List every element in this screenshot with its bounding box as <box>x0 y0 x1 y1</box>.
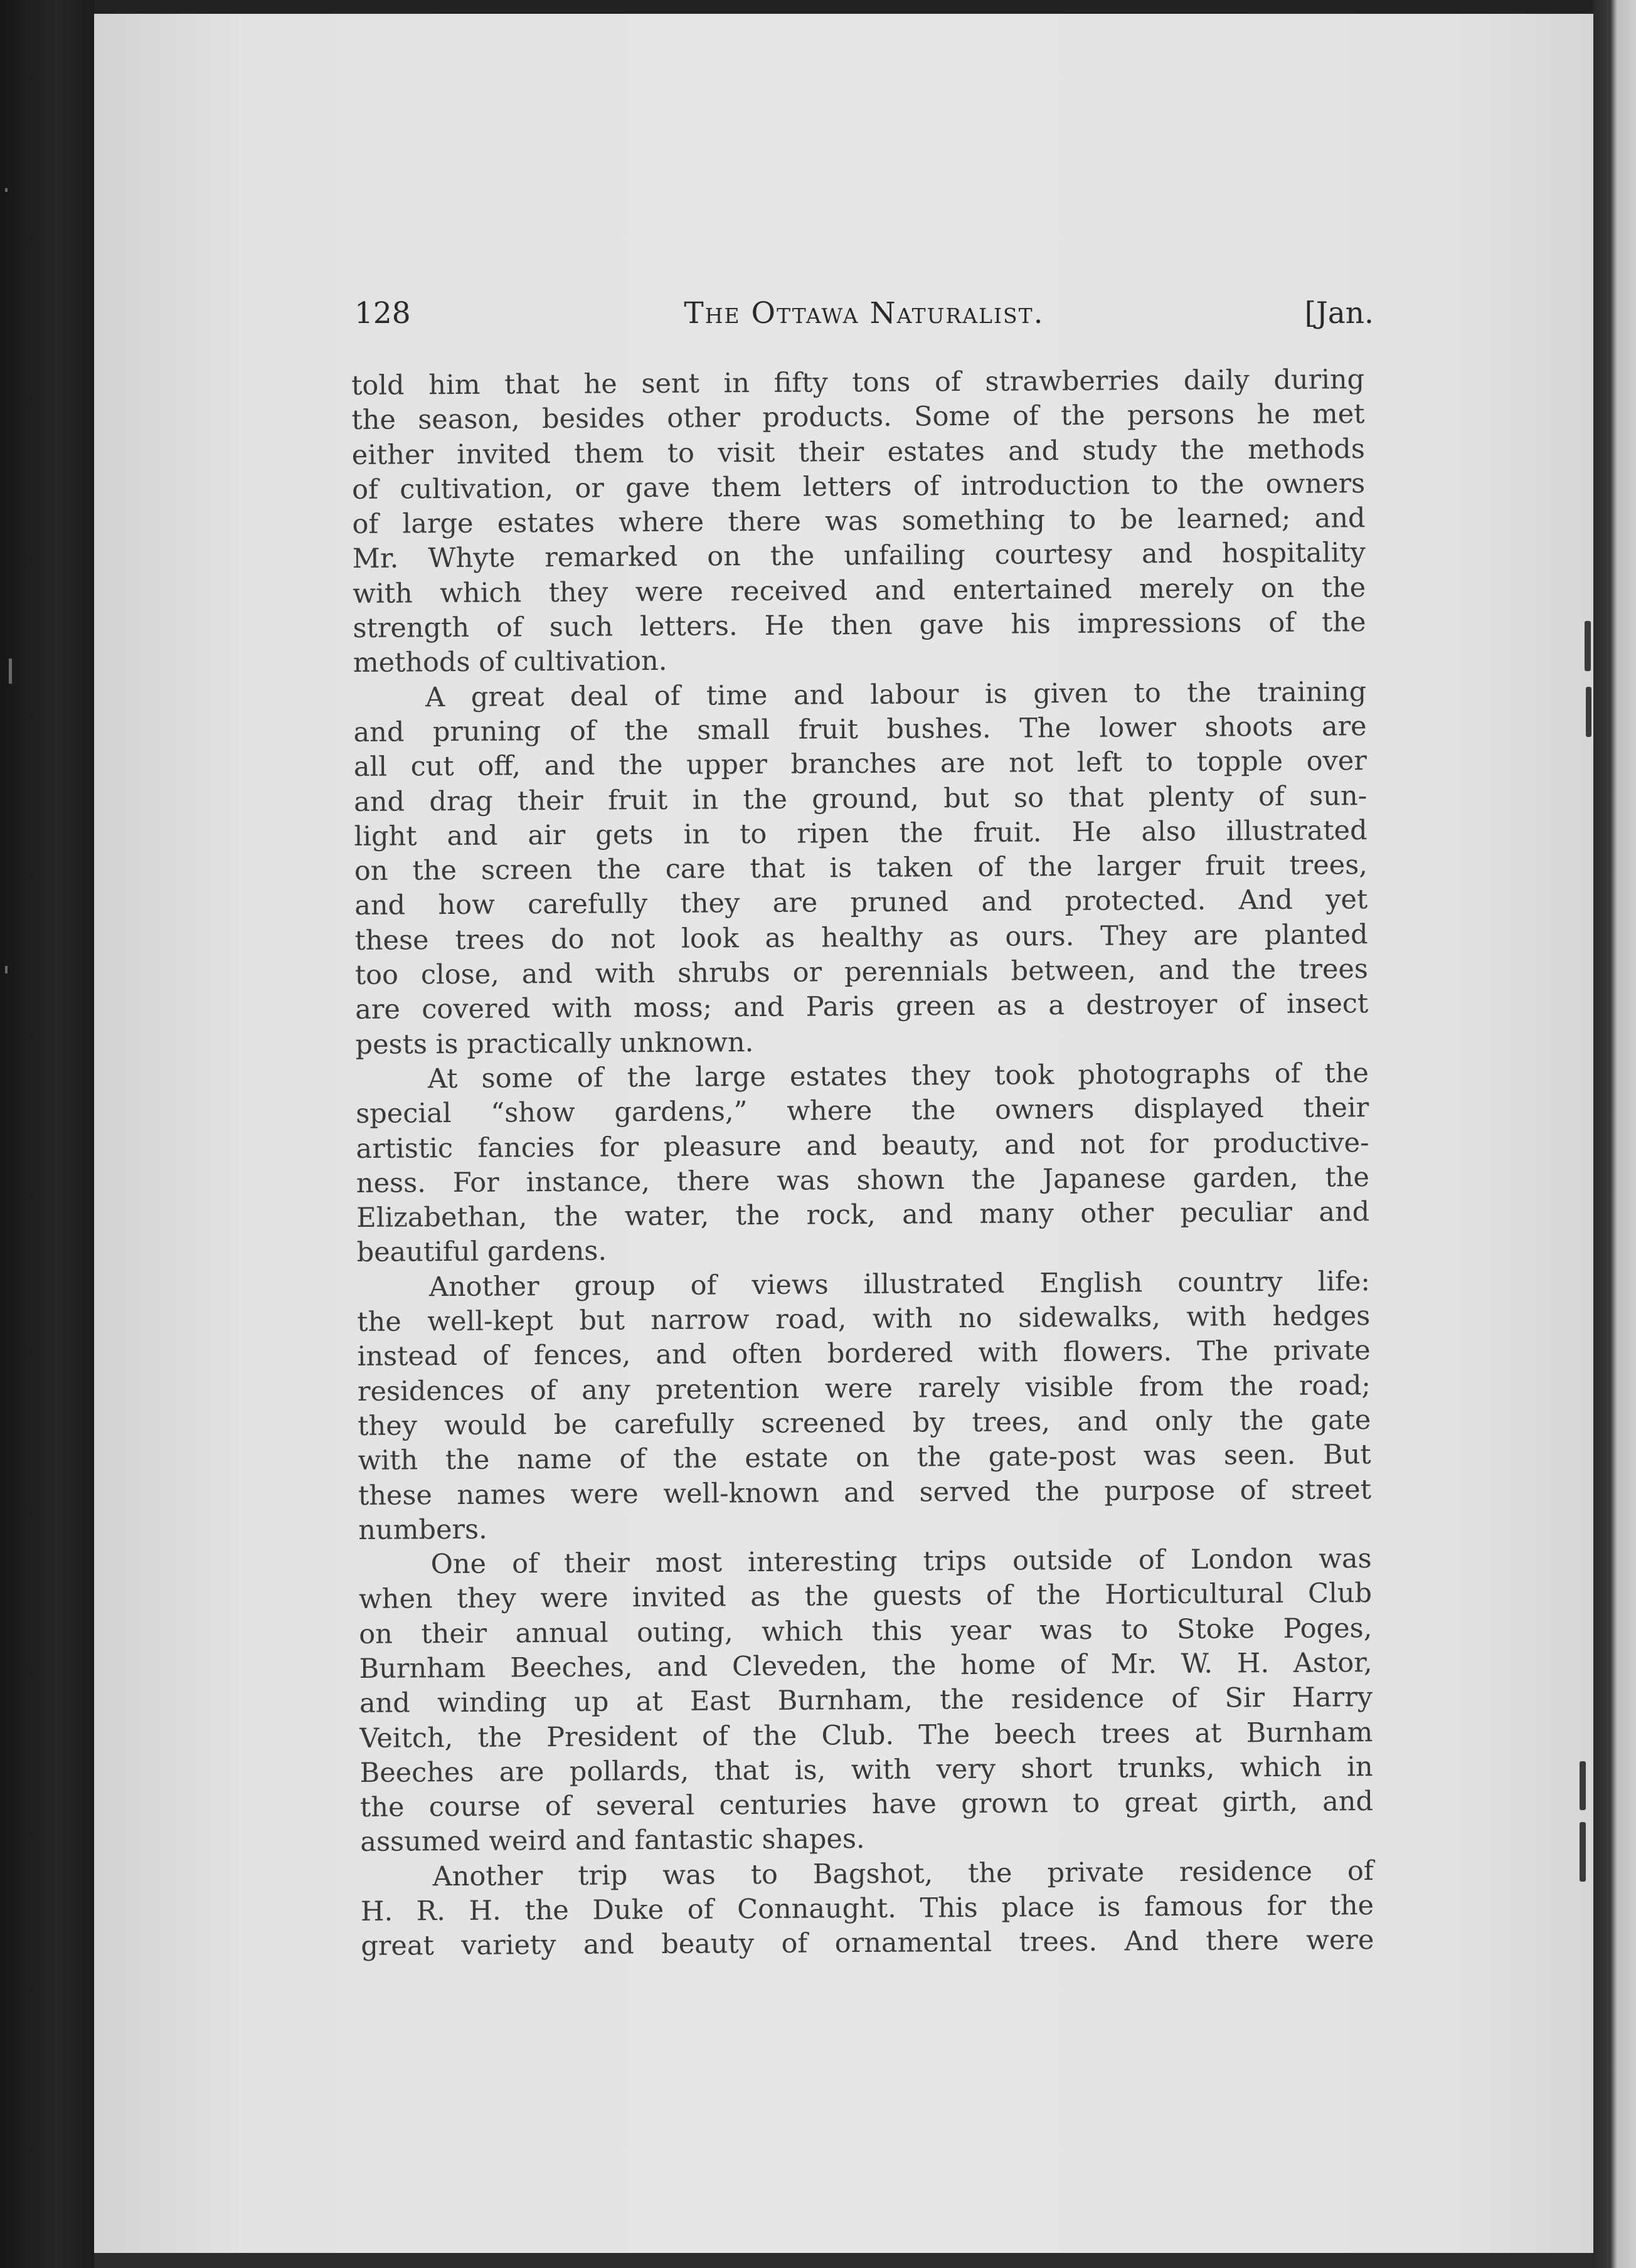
film-edge-bottom <box>94 2253 1593 2268</box>
text-line: great variety and beauty of ornamental trees. And there were <box>361 1924 1374 1963</box>
text-line: and winding up at East Burnham, the residence of Sir Harry <box>359 1682 1373 1720</box>
text-line: Veitch, the President of the Club. The beech trees at Burnham <box>359 1716 1373 1754</box>
text-line: the season, besides other products. Some of the persons he met <box>351 398 1365 437</box>
text-line: told him that he sent in fifty tons of strawberries daily during <box>351 364 1365 401</box>
text-line: assumed weird and fantastic shapes. <box>360 1823 865 1858</box>
text-line: Another trip was to Bagshot, the private residence of <box>432 1855 1374 1893</box>
margin-mark <box>1580 1761 1586 1810</box>
text-line: too close, and with shrubs or perennials between, and the trees <box>354 953 1369 992</box>
text-line: and drag their fruit in the ground, but so that plenty of sun- <box>354 780 1368 818</box>
text-line: these trees do not look as healthy as ours. They are planted <box>354 918 1368 956</box>
text-line: they would be carefully screened by trees, and only the gate <box>358 1404 1371 1442</box>
text-line: residences of any pretention were rarely visible from the road; <box>357 1369 1371 1407</box>
text-line: Beeches are pollards, that is, with very short trunks, which in <box>359 1751 1373 1789</box>
text-line: and pruning of the small fruit bushes. The lower shoots are <box>353 711 1367 748</box>
text-line: numbers. <box>358 1513 487 1546</box>
text-line: One of their most interesting trips outside of London was <box>430 1543 1372 1581</box>
margin-mark <box>1585 621 1591 671</box>
text-line: light and air gets in to ripen the fruit. He also illustrated <box>354 814 1368 852</box>
text-line: Elizabethan, the water, the rock, and many other peculiar and <box>356 1196 1370 1234</box>
text-line: A great deal of time and labour is given to the training <box>425 676 1367 713</box>
text-line: instead of fences, and often bordered with flowers. The private <box>357 1335 1371 1373</box>
text-line: when they were invited as the guests of the Horticultural Club <box>358 1577 1373 1616</box>
text-line: At some of the large estates they took photographs of the <box>427 1057 1369 1095</box>
text-line: H. R. H. the Duke of Connaught. This place is famous for the <box>360 1890 1374 1928</box>
text-line: pests is practically unknown. <box>355 1026 754 1061</box>
text-line: are covered with moss; and Paris green as a destroyer of insect <box>355 988 1369 1026</box>
text-line: artistic fancies for pleasure and beauty, and not for productive- <box>356 1126 1369 1165</box>
text-line: of large estates where there was something to be learned; and <box>352 502 1366 541</box>
text-line: and how carefully they are pruned and protected. And yet <box>354 884 1368 922</box>
margin-mark <box>1586 687 1591 737</box>
text-line: with which they were received and entertained merely on the <box>353 571 1366 610</box>
article-body <box>351 363 1374 1964</box>
text-line: these names were well-known and served the purpose of street <box>358 1473 1372 1512</box>
text-line: Burnham Beeches, and Cleveden, the home of Mr. W. H. Astor, <box>359 1647 1373 1685</box>
text-line: either invited them to visit their estates and study the methods <box>351 433 1365 471</box>
text-line: the well-kept but narrow road, with no sidewalks, with hedges <box>357 1300 1371 1338</box>
running-header <box>354 296 1374 340</box>
text-line: on their annual outing, which this year was to Stoke Poges, <box>359 1612 1373 1650</box>
text-line: with the name of the estate on the gate-post was seen. But <box>358 1439 1371 1477</box>
text-line: the course of several centuries have grown to great girth, and <box>359 1786 1374 1824</box>
journal-title: The Ottawa Naturalist. <box>684 296 1044 331</box>
film-edge-left <box>0 0 94 2268</box>
text-line: of cultivation, or gave them letters of introduction to the owners <box>352 468 1366 506</box>
text-line: on the screen the care that is taken of the larger fruit trees, <box>354 849 1368 888</box>
page-number: 128 <box>354 296 411 331</box>
text-line: ness. For instance, there was shown the Japanese garden, the <box>356 1161 1370 1199</box>
text-line: all cut off, and the upper branches are not left to topple over <box>353 745 1368 783</box>
text-line: methods of cultivation. <box>353 645 667 679</box>
text-line: strength of such letters. He then gave his impressions of the <box>353 607 1366 645</box>
text-line: special “show gardens,” where the owners displayed their <box>356 1092 1369 1130</box>
margin-mark <box>1580 1822 1586 1882</box>
film-edge-right <box>1593 0 1636 2268</box>
text-line: beautiful gardens. <box>356 1235 607 1269</box>
text-line: Another group of views illustrated English country life: <box>428 1265 1371 1303</box>
issue-month: [Jan. <box>1304 296 1374 331</box>
text-line: Mr. Whyte remarked on the unfailing courtesy and hospitality <box>352 537 1366 575</box>
